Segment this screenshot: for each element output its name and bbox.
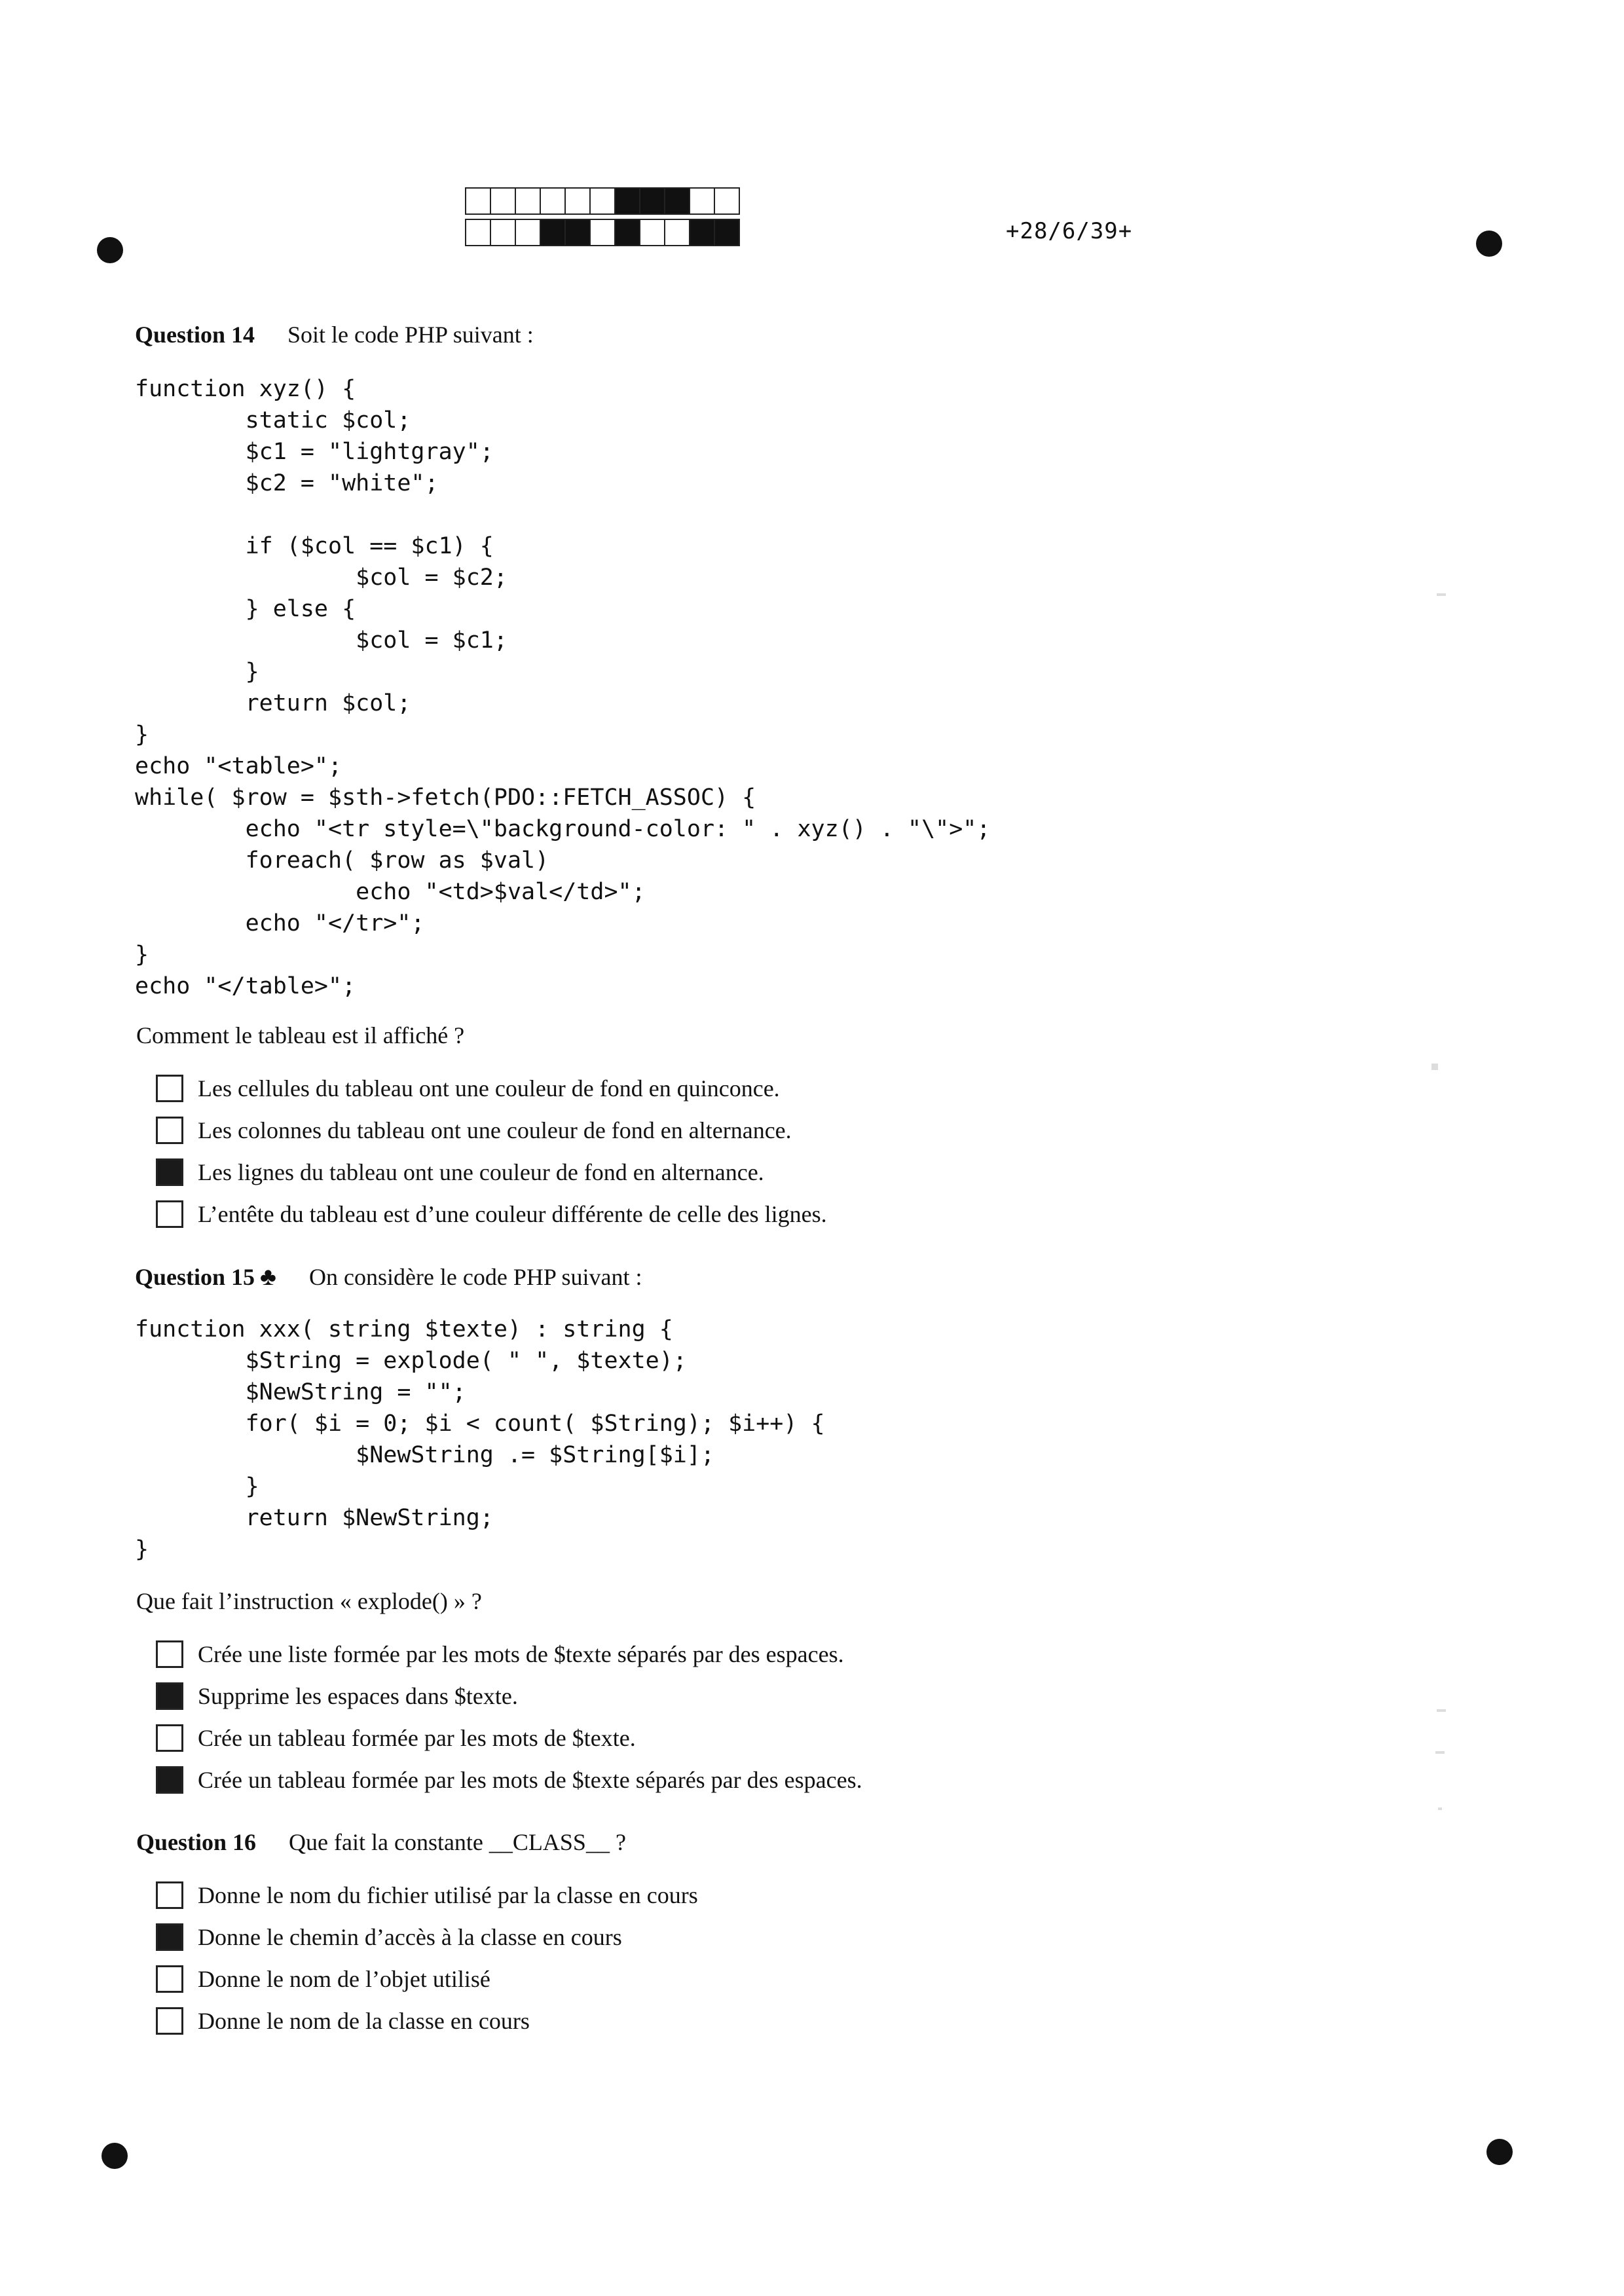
question-16-answers — [156, 1874, 698, 2042]
question-15-title — [135, 1263, 642, 1291]
answer-text: Supprime les espaces dans $texte. — [198, 1683, 518, 1709]
barcode-cell — [664, 219, 690, 246]
checkbox[interactable] — [156, 1640, 183, 1668]
question-14-answers — [156, 1067, 827, 1235]
q16-answer-1[interactable] — [156, 1874, 698, 1916]
registration-dot-bottom-right — [1486, 2139, 1513, 2165]
barcode-cell — [689, 187, 715, 215]
barcode-cell — [614, 187, 640, 215]
q15-answer-3[interactable] — [156, 1717, 862, 1759]
question-14-label: Question 14 — [135, 322, 255, 348]
page-code-id: +28/6/39+ — [1006, 218, 1133, 244]
barcode-cell — [689, 219, 715, 246]
question-15-label: Question 15 ♣ — [135, 1263, 276, 1291]
checkbox[interactable] — [156, 1200, 183, 1228]
barcode-cell — [465, 219, 491, 246]
answer-text: Crée un tableau formée par les mots de $texte. — [198, 1725, 636, 1751]
q16-answer-4[interactable] — [156, 2000, 698, 2042]
barcode-cell — [714, 219, 740, 246]
q16-answer-2[interactable] — [156, 1916, 698, 1958]
checkbox[interactable] — [156, 1117, 183, 1144]
question-16-title — [136, 1828, 626, 1856]
question-14-title — [135, 321, 534, 348]
question-16-text: Que fait la constante __CLASS__ ? — [289, 1829, 626, 1855]
q14-answer-1[interactable] — [156, 1067, 827, 1109]
barcode-bottom-row — [465, 219, 739, 246]
answer-text: Donne le nom de l’objet utilisé — [198, 1966, 490, 1992]
q15-answer-2[interactable] — [156, 1675, 862, 1717]
answer-text: Les cellules du tableau ont une couleur de fond en quinconce. — [198, 1075, 780, 1102]
q14-answer-4[interactable] — [156, 1193, 827, 1235]
q15-answer-1[interactable] — [156, 1633, 862, 1675]
question-16-label: Question 16 — [136, 1829, 257, 1855]
barcode-cell — [589, 187, 616, 215]
scan-speck — [1437, 593, 1446, 596]
barcode-cell — [564, 187, 591, 215]
question-15-code: function xxx( string $texte) : string { $String = explode( " ", $texte); $NewString = ""; for( $i = 0; $i < count( $String); $i++) { $NewString .= $String[$i]; } return $NewString; } — [135, 1316, 825, 1563]
question-15-answers — [156, 1633, 862, 1801]
q14-answer-3[interactable] — [156, 1151, 827, 1193]
checkbox[interactable] — [156, 1724, 183, 1752]
checkbox-checked[interactable] — [156, 1766, 183, 1794]
answer-text: Crée une liste formée par les mots de $texte séparés par des espaces. — [198, 1641, 844, 1667]
scan-speck — [1438, 1807, 1442, 1810]
barcode-cell — [664, 187, 690, 215]
barcode-cell — [639, 219, 665, 246]
question-14-code: function xyz() { static $col; $c1 = "lightgray"; $c2 = "white"; if ($col == $c1) { $col = $c2; } else { $col = $c1; } return $col; } echo "<table>"; while( $row = $sth->fetch(PDO::FETCH_ASSOC) { echo "<tr style=\"background-color: " . xyz() . "\">"; foreach( $row as $val) echo "<td>$val</td>"; echo "</tr>"; } echo "</table>"; — [135, 376, 991, 999]
question-14-text: Soit le code PHP suivant : — [287, 322, 534, 348]
checkbox-checked[interactable] — [156, 1158, 183, 1186]
answer-text: Les lignes du tableau ont une couleur de fond en alternance. — [198, 1159, 764, 1185]
checkbox[interactable] — [156, 2007, 183, 2035]
question-14-prompt: Comment le tableau est il affiché ? — [136, 1022, 465, 1048]
checkbox-checked[interactable] — [156, 1682, 183, 1710]
scan-speck — [1435, 1751, 1445, 1754]
scan-speck — [1431, 1064, 1438, 1070]
barcode-cell — [564, 219, 591, 246]
barcode-cell — [490, 187, 516, 215]
registration-dot-top-right — [1476, 231, 1502, 257]
barcode-cell — [540, 187, 566, 215]
checkbox[interactable] — [156, 1965, 183, 1993]
scan-speck — [1437, 1709, 1446, 1712]
checkbox-checked[interactable] — [156, 1923, 183, 1951]
answer-text: Donne le nom du fichier utilisé par la classe en cours — [198, 1882, 698, 1908]
barcode-cell — [614, 219, 640, 246]
q15-answer-4[interactable] — [156, 1759, 862, 1801]
barcode-cell — [515, 187, 541, 215]
barcode-cell — [490, 219, 516, 246]
answer-text: Donne le chemin d’accès à la classe en cours — [198, 1924, 622, 1950]
checkbox[interactable] — [156, 1881, 183, 1909]
q16-answer-3[interactable] — [156, 1958, 698, 2000]
question-15-text: On considère le code PHP suivant : — [308, 1264, 642, 1290]
answer-text: Crée un tableau formée par les mots de $texte séparés par des espaces. — [198, 1767, 862, 1793]
barcode-cell — [589, 219, 616, 246]
registration-dot-bottom-left — [101, 2143, 128, 2169]
barcode-cell — [515, 219, 541, 246]
barcode-top-row — [465, 187, 739, 215]
barcode-cell — [540, 219, 566, 246]
answer-text: Donne le nom de la classe en cours — [198, 2008, 530, 2034]
barcode-cell — [714, 187, 740, 215]
checkbox[interactable] — [156, 1075, 183, 1102]
barcode-cell — [639, 187, 665, 215]
answer-text: L’entête du tableau est d’une couleur différente de celle des lignes. — [198, 1201, 827, 1227]
question-15-prompt: Que fait l’instruction « explode() » ? — [136, 1588, 482, 1614]
answer-text: Les colonnes du tableau ont une couleur de fond en alternance. — [198, 1117, 792, 1143]
barcode-cell — [465, 187, 491, 215]
club-icon: ♣ — [260, 1263, 276, 1291]
q14-answer-2[interactable] — [156, 1109, 827, 1151]
registration-dot-top-left — [97, 237, 123, 263]
